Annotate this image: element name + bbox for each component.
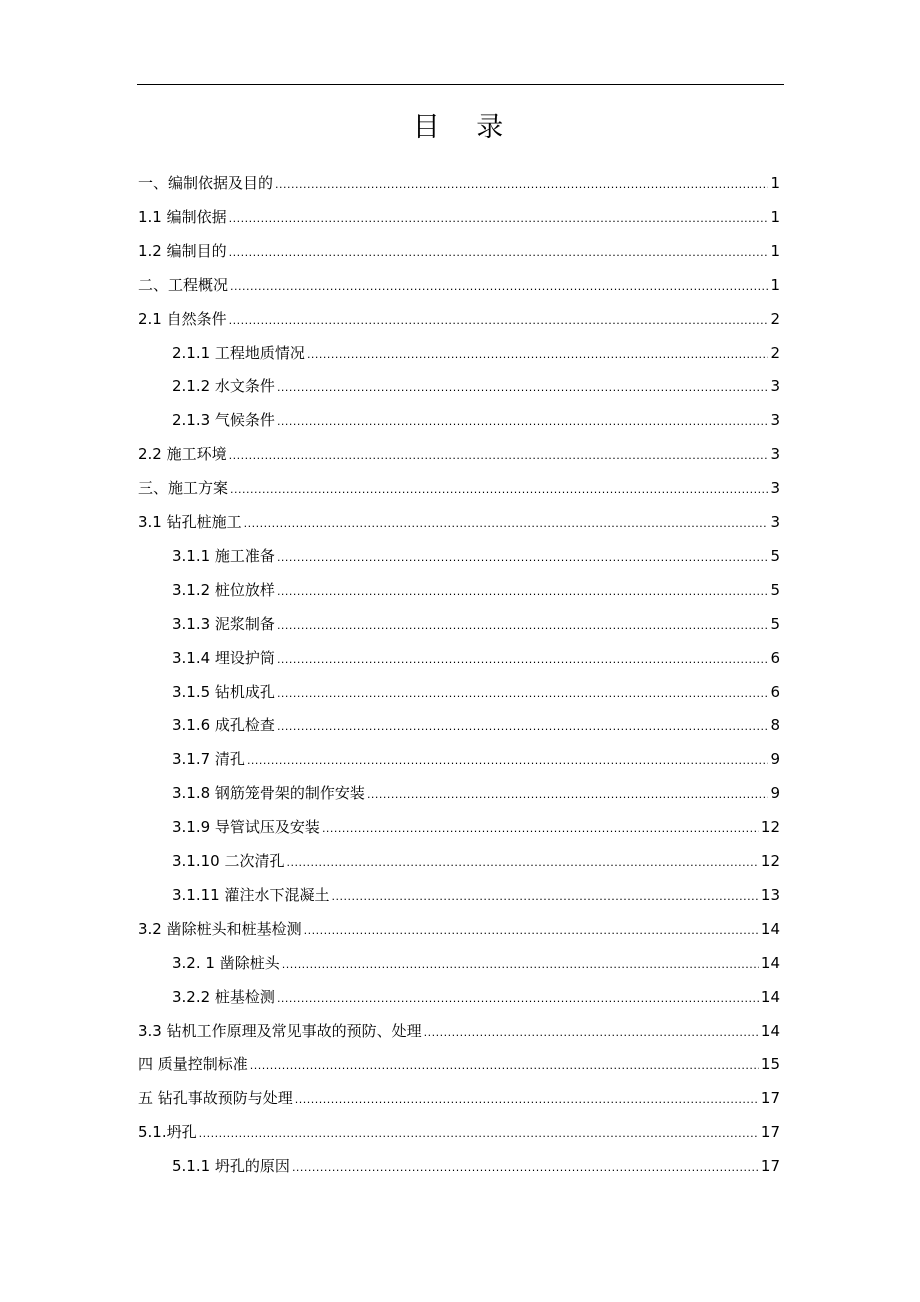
toc-entry-page-number: 14 bbox=[760, 1021, 780, 1040]
toc-entry-page-number: 5 bbox=[770, 580, 780, 599]
toc-entry-text: 3.1.6 成孔检查 bbox=[172, 716, 275, 735]
toc-entry-text: 5.1.坍孔 bbox=[138, 1123, 197, 1142]
toc-dot-leader bbox=[286, 846, 758, 880]
toc-title: 目 录 bbox=[412, 112, 518, 143]
toc-dot-leader bbox=[307, 338, 769, 372]
toc-entry-page-number: 2 bbox=[770, 343, 780, 362]
toc-entry[interactable] bbox=[172, 776, 780, 810]
toc-dot-leader bbox=[295, 1083, 759, 1117]
toc-dot-leader bbox=[247, 744, 769, 778]
toc-entry-page-number: 2 bbox=[770, 309, 780, 328]
toc-entry-text: 2.1.1 工程地质情况 bbox=[172, 343, 305, 362]
toc-entry[interactable] bbox=[172, 878, 780, 912]
toc-entry[interactable] bbox=[172, 980, 780, 1014]
toc-dot-leader bbox=[250, 1049, 759, 1083]
toc-entry[interactable] bbox=[172, 675, 780, 709]
toc-entry-text: 3.1.5 钻机成孔 bbox=[172, 682, 275, 701]
toc-entry[interactable] bbox=[172, 607, 780, 641]
toc-entry-page-number: 6 bbox=[770, 648, 780, 667]
toc-entry-text: 2.1.2 水文条件 bbox=[172, 377, 275, 396]
toc-dot-leader bbox=[230, 473, 768, 507]
toc-dot-leader bbox=[275, 168, 768, 202]
toc-entry[interactable] bbox=[138, 1014, 780, 1048]
toc-entry-text: 3.2. 1 凿除桩头 bbox=[172, 953, 280, 972]
toc-dot-leader bbox=[277, 677, 769, 711]
toc-dot-leader bbox=[277, 982, 759, 1016]
toc-dot-leader bbox=[229, 304, 769, 338]
toc-entry-text: 3.1.11 灌注水下混凝土 bbox=[172, 885, 330, 904]
toc-dot-leader bbox=[304, 914, 759, 948]
toc-dot-leader bbox=[229, 236, 769, 270]
toc-dot-leader bbox=[277, 643, 769, 677]
toc-entry-text: 1.2 编制目的 bbox=[138, 241, 227, 260]
toc-entry-text: 1.1 编制依据 bbox=[138, 207, 227, 226]
toc-dot-leader bbox=[229, 202, 769, 236]
toc-entry-text: 3.1.9 导管试压及安装 bbox=[172, 818, 320, 837]
toc-entry-page-number: 1 bbox=[770, 207, 780, 226]
toc-entry[interactable] bbox=[138, 200, 780, 234]
toc-entry-page-number: 15 bbox=[760, 1055, 780, 1074]
toc-entry-text: 五 钻孔事故预防与处理 bbox=[138, 1089, 293, 1108]
toc-dot-leader bbox=[277, 371, 769, 405]
toc-entry-text: 5.1.1 坍孔的原因 bbox=[172, 1157, 290, 1176]
toc-entry-text: 3.1 钻孔桩施工 bbox=[138, 513, 242, 531]
toc-entry-page-number: 14 bbox=[760, 987, 780, 1006]
toc-entry-page-number: 17 bbox=[760, 1123, 780, 1142]
toc-entry[interactable] bbox=[138, 912, 780, 946]
toc-entry-text: 四 质量控制标准 bbox=[138, 1055, 248, 1074]
toc-entry-page-number: 3 bbox=[770, 513, 780, 531]
toc-entry[interactable] bbox=[138, 1115, 780, 1149]
toc-entry-page-number: 1 bbox=[770, 174, 780, 192]
toc-entry-text: 3.1.3 泥浆制备 bbox=[172, 614, 275, 633]
toc-entry-page-number: 14 bbox=[760, 953, 780, 972]
toc-entry-text: 一、编制依据及目的 bbox=[138, 174, 274, 192]
toc-entry[interactable] bbox=[138, 505, 780, 539]
toc-entry-page-number: 12 bbox=[760, 852, 780, 870]
toc-entry-page-number: 1 bbox=[770, 275, 780, 294]
toc-entry[interactable] bbox=[138, 268, 780, 302]
toc-dot-leader bbox=[277, 575, 769, 609]
toc-entry[interactable] bbox=[138, 234, 780, 268]
toc-entry[interactable] bbox=[172, 641, 780, 675]
toc-entry-page-number: 3 bbox=[770, 445, 780, 464]
toc-entry-page-number: 17 bbox=[760, 1089, 780, 1108]
toc-entry-page-number: 1 bbox=[770, 241, 780, 260]
toc-entry[interactable] bbox=[172, 946, 780, 980]
toc-entry[interactable] bbox=[172, 810, 780, 844]
toc-entry[interactable] bbox=[138, 166, 780, 200]
toc-entry-page-number: 17 bbox=[760, 1157, 780, 1176]
toc-entry[interactable] bbox=[172, 1149, 780, 1183]
toc-entry-text: 三、施工方案 bbox=[138, 479, 229, 498]
toc-entry-page-number: 13 bbox=[760, 885, 780, 904]
toc-dot-leader bbox=[230, 270, 768, 304]
toc-entry-text: 2.2 施工环境 bbox=[138, 445, 227, 464]
toc-entry-text: 3.2 凿除桩头和桩基检测 bbox=[138, 919, 302, 938]
toc-dot-leader bbox=[277, 405, 769, 439]
toc-entry[interactable] bbox=[172, 336, 780, 370]
toc-entry[interactable] bbox=[138, 437, 780, 471]
toc-dot-leader bbox=[322, 812, 759, 846]
toc-entry-text: 3.2.2 桩基检测 bbox=[172, 987, 275, 1006]
toc-entry-text: 2.1.3 气候条件 bbox=[172, 411, 275, 430]
toc-entry-text: 3.1.8 钢筋笼骨架的制作安装 bbox=[172, 784, 365, 803]
toc-entry[interactable] bbox=[172, 403, 780, 437]
toc-dot-leader bbox=[331, 880, 758, 914]
toc-entry[interactable] bbox=[172, 573, 780, 607]
toc-entry-page-number: 9 bbox=[770, 750, 780, 769]
toc-entry[interactable] bbox=[138, 302, 780, 336]
toc-entry-page-number: 3 bbox=[770, 377, 780, 396]
toc-entry-page-number: 9 bbox=[770, 784, 780, 803]
toc-entry-text: 3.1.1 施工准备 bbox=[172, 546, 275, 565]
toc-entry[interactable] bbox=[172, 844, 780, 878]
toc-dot-leader bbox=[199, 1117, 759, 1151]
toc-dot-leader bbox=[244, 507, 769, 541]
toc-dot-leader bbox=[367, 778, 769, 812]
toc-entry-page-number: 12 bbox=[760, 818, 780, 837]
toc-dot-leader bbox=[277, 609, 769, 643]
toc-entry[interactable] bbox=[172, 369, 780, 403]
toc-entry-text: 二、工程概况 bbox=[138, 275, 229, 294]
toc-entry-text: 3.1.7 清孔 bbox=[172, 750, 245, 769]
toc-entry[interactable] bbox=[138, 1047, 780, 1081]
toc-entry-text: 3.1.2 桩位放样 bbox=[172, 580, 275, 599]
toc-entry-page-number: 5 bbox=[770, 614, 780, 633]
header-rule bbox=[137, 84, 784, 85]
toc-dot-leader bbox=[282, 948, 759, 982]
toc-dot-leader bbox=[292, 1151, 759, 1185]
toc-entry-page-number: 5 bbox=[770, 546, 780, 565]
toc-entry[interactable] bbox=[172, 708, 780, 742]
toc-entry[interactable] bbox=[172, 742, 780, 776]
toc-dot-leader bbox=[277, 541, 769, 575]
toc-entry-text: 2.1 自然条件 bbox=[138, 309, 227, 328]
toc-entry-text: 3.3 钻机工作原理及常见事故的预防、处理 bbox=[138, 1021, 422, 1040]
toc-entry-text: 3.1.4 埋设护筒 bbox=[172, 648, 275, 667]
toc-entry[interactable] bbox=[172, 539, 780, 573]
toc-entry-page-number: 14 bbox=[760, 919, 780, 938]
toc-entry-page-number: 3 bbox=[770, 411, 780, 430]
toc-entry[interactable] bbox=[138, 1081, 780, 1115]
toc-entry-page-number: 6 bbox=[770, 682, 780, 701]
toc-entry[interactable] bbox=[138, 471, 780, 505]
toc-dot-leader bbox=[277, 710, 769, 744]
toc-dot-leader bbox=[424, 1016, 759, 1050]
toc-entry-text: 3.1.10 二次清孔 bbox=[172, 852, 285, 870]
toc-dot-leader bbox=[229, 439, 769, 473]
toc-entry-page-number: 3 bbox=[770, 479, 780, 498]
toc-entry-page-number: 8 bbox=[770, 716, 780, 735]
